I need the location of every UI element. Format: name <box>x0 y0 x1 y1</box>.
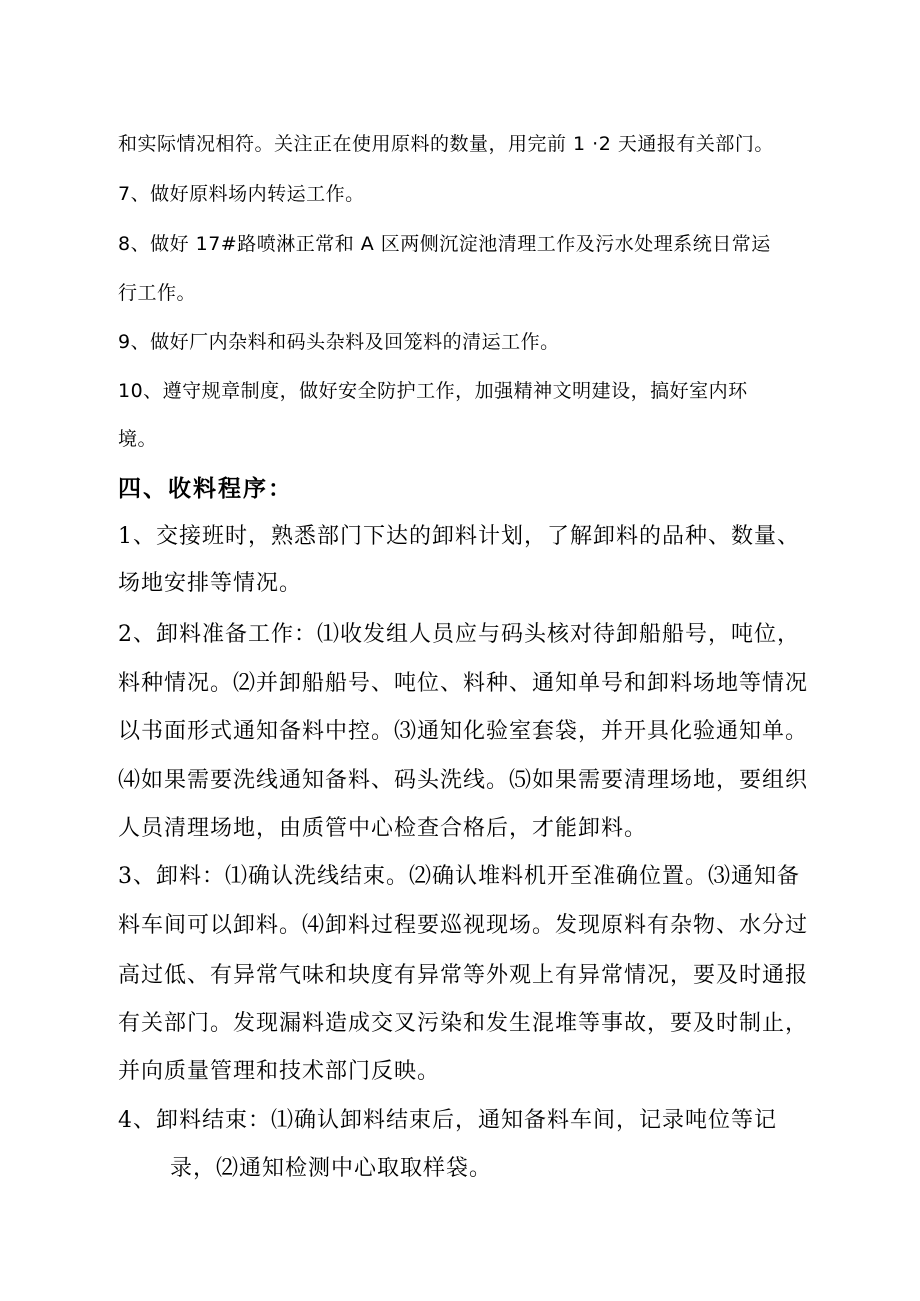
list-item-10-continuation: 境。 <box>118 428 158 450</box>
section-heading: 四、收料程序： <box>118 476 293 502</box>
list-item-9: 9、做好厂内杂料和码头杂料及回笼料的清运工作。 <box>118 331 560 353</box>
procedure-step-1: 1、交接班时，熟悉部门下达的卸料计划，了解卸料的品种、数量、 <box>118 524 800 549</box>
procedure-step-4: 4、卸料结束：⑴确认卸料结束后，通知备料车间，记录吨位等记 <box>118 1108 777 1133</box>
list-item-10: 10、遵守规章制度，做好安全防护工作，加强精神文明建设，搞好室内环 <box>118 380 748 402</box>
procedure-step-1-continuation: 场地安排等情况。 <box>118 571 303 596</box>
procedure-step-3-line-3: 高过低、有异常气味和块度有异常等外观上有异常情况，要及时通报 <box>118 963 809 988</box>
procedure-step-3-line-5: 并向质量管理和技术部门反映。 <box>118 1059 441 1084</box>
procedure-step-3-line-4: 有关部门。发现漏料造成交叉污染和发生混堆等事故，要及时制止， <box>118 1011 809 1036</box>
procedure-step-2-line-4: ⑷如果需要洗线通知备料、码头洗线。⑸如果需要清理场地，要组织 <box>118 768 809 793</box>
procedure-step-2-line-2: 料种情况。⑵并卸船船号、吨位、料种、通知单号和卸料场地等情况 <box>118 671 809 696</box>
procedure-step-2: 2、卸料准备工作：⑴收发组人员应与码头核对待卸船船号，吨位， <box>118 622 800 647</box>
procedure-step-2-line-5: 人员清理场地，由质管中心检查合格后，才能卸料。 <box>118 816 648 841</box>
list-item-8-continuation: 行工作。 <box>118 282 197 304</box>
procedure-step-3-line-2: 料车间可以卸料。⑷卸料过程要巡视现场。发现原料有杂物、水分过 <box>118 913 809 938</box>
list-item-8: 8、做好 17#路喷淋正常和 A 区两侧沉淀池清理工作及污水处理系统日常运 <box>118 233 771 255</box>
procedure-step-4-continuation: 录，⑵通知检测中心取取样袋。 <box>170 1156 493 1181</box>
list-item-7: 7、做好原料场内转运工作。 <box>118 183 365 205</box>
procedure-step-3: 3、卸料：⑴确认洗线结束。⑵确认堆料机开至准确位置。⑶通知备 <box>118 864 800 889</box>
procedure-step-2-line-3: 以书面形式通知备料中控。⑶通知化验室套袋，并开具化验通知单。 <box>118 719 809 744</box>
paragraph-line-continuation: 和实际情况相符。关注正在使用原料的数量，用完前 1 ·2 天通报有关部门。 <box>118 133 774 155</box>
